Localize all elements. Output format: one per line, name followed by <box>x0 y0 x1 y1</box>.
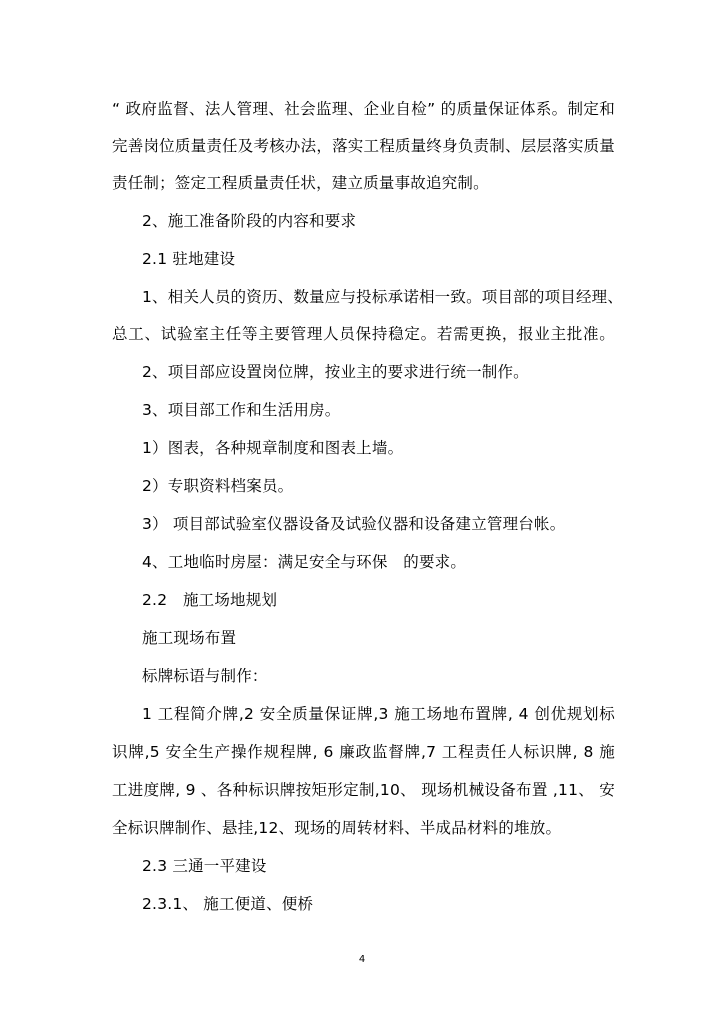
paragraph-line: 4、工地临时房屋：满足安全与环保 的要求。 <box>142 553 467 571</box>
paragraph-line: “ 政府监督、法人管理、社会监理、企业自检” 的质量保证体系。制定和 <box>112 100 615 118</box>
list-item: 3） 项目部试验室仪器设备及试验仪器和设备建立管理台帐。 <box>142 515 566 533</box>
subsection-heading: 2.3 三通一平建设 <box>142 857 267 875</box>
page-number: 4 <box>358 954 366 965</box>
paragraph-line: 责任制；签定工程质量责任状，建立质量事故追究制。 <box>112 174 489 192</box>
paragraph-line: 识牌,5 安全生产操作规程牌, 6 廉政监督牌,7 工程责任人标识牌, 8 施 <box>112 743 615 761</box>
paragraph-line: 总工、试验室主任等主要管理人员保持稳定。若需更换，报业主批准。 <box>112 325 615 343</box>
list-item: 2）专职资料档案员。 <box>142 477 294 495</box>
paragraph-line: 2、项目部应设置岗位牌，按业主的要求进行统一制作。 <box>142 363 529 381</box>
paragraph-line: 工进度牌, 9 、各种标识牌按矩形定制,10、 现场机械设备布置 ,11、 安 <box>112 781 615 799</box>
paragraph-line: 完善岗位质量责任及考核办法，落实工程质量终身负责制、层层落实质量 <box>112 137 615 155</box>
subsection-heading: 2.1 驻地建设 <box>142 250 236 268</box>
paragraph-line: 1、相关人员的资历、数量应与投标承诺相一致。项目部的项目经理、 <box>142 288 624 306</box>
paragraph-line: 1 工程简介牌,2 安全质量保证牌,3 施工场地布置牌, 4 创优规划标 <box>142 705 615 723</box>
paragraph-line: 3、项目部工作和生活用房。 <box>142 401 341 419</box>
paragraph-line: 全标识牌制作、悬挂,12、现场的周转材料、半成品材料的堆放。 <box>112 819 562 837</box>
list-item: 1）图表，各种规章制度和图表上墙。 <box>142 439 404 457</box>
paragraph-line: 标牌标语与制作： <box>142 667 268 685</box>
section-heading: 2、施工准备阶段的内容和要求 <box>142 212 357 230</box>
subsection-heading: 2.3.1、 施工便道、便桥 <box>142 895 314 913</box>
subsection-heading: 2.2 施工场地规划 <box>142 591 278 609</box>
paragraph-line: 施工现场布置 <box>142 629 237 647</box>
